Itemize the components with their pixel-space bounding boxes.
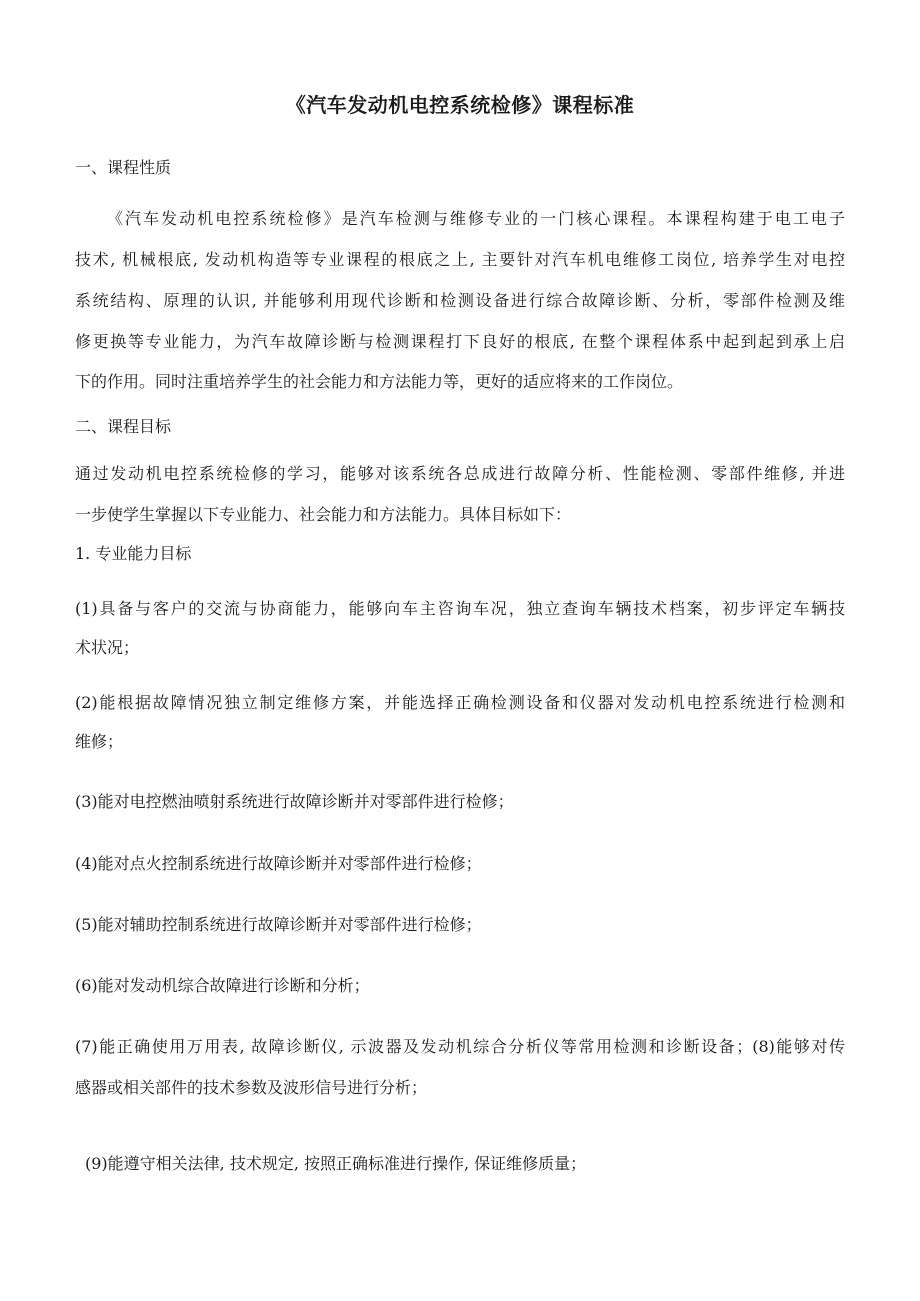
- goal-item-7-line-1: (7)能正确使用万用表, 故障诊断仪, 示波器及发动机综合分析仪等常用检测和诊断设备；(8)能够对传: [75, 1037, 845, 1056]
- goal-item-1-line-1: (1)具备与客户的交流与协商能力，能够向车主咨询车况，独立查询车辆技术档案，初步评定车辆技: [75, 599, 845, 618]
- goal-item-5: (5)能对辅助控制系统进行故障诊断并对零部件进行检修；: [75, 915, 482, 934]
- section-1-heading: 一、课程性质: [75, 158, 172, 177]
- section-1-paragraph-line: 技术, 机械根底, 发动机构造等专业课程的根底之上, 主要针对汽车机电维修工岗位, 培养学生对电控: [75, 250, 845, 269]
- section-2-intro-line: 通过发动机电控系统检修的学习，能够对该系统各总成进行故障分析、性能检测、零部件维修, 并进: [75, 464, 845, 483]
- goal-item-9: (9)能遵守相关法律, 技术规定, 按照正确标准进行操作, 保证维修质量；: [85, 1154, 587, 1173]
- goal-item-2-line-1: (2)能根据故障情况独立制定维修方案，并能选择正确检测设备和仪器对发动机电控系统进行检测和: [75, 693, 845, 712]
- section-2-intro-line: 一步使学生掌握以下专业能力、社会能力和方法能力。具体目标如下：: [75, 505, 572, 524]
- section-1-paragraph-line: 《汽车发动机电控系统检修》是汽车检测与维修专业的一门核心课程。本课程构建于电工电子: [107, 209, 845, 228]
- goal-item-2-line-2: 维修；: [75, 732, 124, 751]
- goal-item-3: (3)能对电控燃油喷射系统进行故障诊断并对零部件进行检修；: [75, 792, 514, 811]
- section-1-paragraph-line: 系统结构、原理的认识, 并能够利用现代诊断和检测设备进行综合故障诊断、分析，零部件检测及维: [75, 291, 845, 310]
- goal-item-4: (4)能对点火控制系统进行故障诊断并对零部件进行检修；: [75, 854, 482, 873]
- section-1-paragraph-line: 下的作用。同时注重培养学生的社会能力和方法能力等，更好的适应将来的工作岗位。: [75, 372, 684, 391]
- section-2-subheading: 1. 专业能力目标: [75, 544, 192, 563]
- section-1-paragraph-line: 修更换等专业能力，为汽车故障诊断与检测课程打下良好的根底, 在整个课程体系中起到起到承上启: [75, 332, 845, 351]
- goal-item-1-line-2: 术状况；: [75, 638, 140, 657]
- goal-item-7-line-2: 感器或相关部件的技术参数及波形信号进行分析；: [75, 1078, 428, 1097]
- goal-item-6: (6)能对发动机综合故障进行诊断和分析；: [75, 976, 370, 995]
- document-title: 《汽车发动机电控系统检修》课程标准: [285, 93, 635, 117]
- section-2-heading: 二、课程目标: [75, 417, 172, 436]
